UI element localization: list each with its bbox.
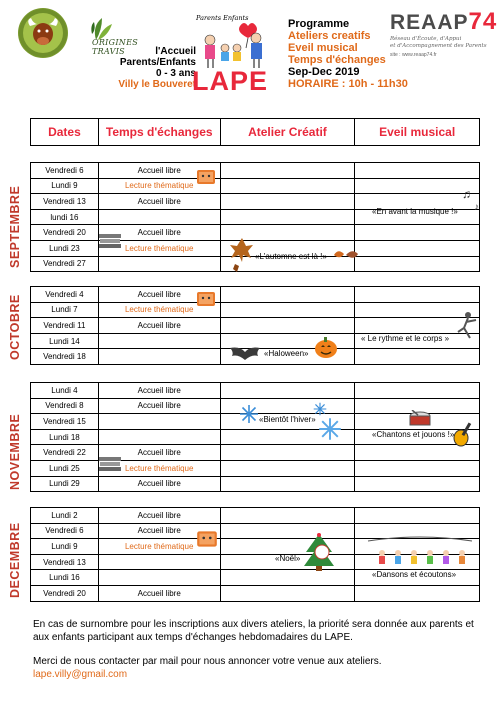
svg-text:♪: ♪ (474, 202, 479, 212)
footer-paragraph1: En cas de surnombre pour les inscriptions aux divers ateliers, la priorité sera donnée aux parents et aux enfants participant aux temps d'échanges hebdomadaires du LAPE. (33, 619, 474, 643)
temps-cell: Accueil libre (99, 399, 221, 414)
book-icon (195, 527, 219, 551)
eveil-cell (355, 508, 479, 523)
date-cell: Vendredi 22 (31, 445, 99, 460)
autumn-leaf-icon (330, 246, 360, 264)
family-heart-icon (190, 16, 280, 72)
eveil-event-septembre: «En avant la musique !» (372, 207, 458, 216)
date-cell: Vendredi 18 (31, 349, 99, 364)
temps-cell (99, 334, 221, 349)
date-cell: Lundi 29 (31, 477, 99, 492)
reaap-site: site : www.reaap74.fr (390, 52, 437, 58)
book-icon (195, 166, 217, 188)
atelier-cell (221, 163, 356, 178)
atelier-cell (221, 383, 356, 398)
eveil-cell (355, 461, 479, 476)
footer-paragraph2: Merci de nous contacter par mail pour nous annoncer votre venue aux ateliers. (33, 656, 382, 668)
date-cell: Lundi 25 (31, 461, 99, 476)
eveil-cell (355, 477, 479, 492)
programme-title: Programme (288, 18, 350, 30)
table-row (31, 303, 479, 319)
temps-cell (99, 349, 221, 364)
date-cell: Lundi 9 (31, 539, 99, 554)
date-cell: Vendredi 20 (31, 586, 99, 601)
date-cell: Lundi 4 (31, 383, 99, 398)
table-row (31, 477, 479, 493)
reaap-sub2: et d'Accompagnement des Parents (390, 43, 487, 49)
atelier-cell (221, 508, 356, 523)
temps-cell (99, 414, 221, 429)
eveil-event-novembre: «Chantons et jouons !» (372, 430, 455, 439)
column-header-temps: Temps d'échanges (99, 119, 221, 145)
temps-cell (99, 430, 221, 445)
accueil-line2: Parents/Enfants (119, 57, 196, 68)
date-cell: lundi 16 (31, 210, 99, 225)
table-row (31, 383, 479, 399)
eveil-event-decembre: «Dansons et écoutons» (372, 570, 457, 579)
month-label-decembre: DECEMBRE (8, 522, 22, 598)
date-cell: Lundi 2 (31, 508, 99, 523)
date-cell: Lundi 9 (31, 179, 99, 194)
temps-cell: Accueil libre (99, 524, 221, 539)
date-cell: Lundi 16 (31, 570, 99, 585)
temps-cell: Accueil libre (99, 287, 221, 302)
table-row (31, 508, 479, 524)
programme-item: Eveil musical (288, 42, 358, 54)
temps-cell: Accueil libre (99, 225, 221, 240)
guitar-icon (450, 418, 480, 448)
month-label-octobre: OCTOBRE (8, 294, 22, 360)
month-label-septembre: SEPTEMBRE (8, 185, 22, 268)
date-cell: Lundi 23 (31, 241, 99, 256)
atelier-event-novembre: «Bientôt l'hiver» (259, 415, 316, 424)
temps-cell: Lecture thématique (99, 303, 221, 318)
snowflake-icon (313, 402, 327, 416)
atelier-event-octobre: «Haloween» (264, 349, 309, 358)
atelier-cell (221, 461, 356, 476)
atelier-cell (221, 477, 356, 492)
date-cell: Lundi 18 (31, 430, 99, 445)
accueil-block (96, 46, 196, 90)
lape-title: LAPE (192, 66, 269, 96)
date-cell: Vendredi 4 (31, 287, 99, 302)
music-note-icon (462, 186, 488, 212)
temps-cell (99, 210, 221, 225)
temps-cell: Accueil libre (99, 194, 221, 209)
temps-cell: Lecture thématique (99, 241, 221, 256)
temps-cell: Accueil libre (99, 163, 221, 178)
bull-logo-icon (18, 8, 68, 58)
date-cell: Vendredi 13 (31, 194, 99, 209)
pumpkin-icon (313, 335, 339, 359)
accueil-line3: 0 - 3 ans (155, 68, 196, 79)
table-row (31, 287, 479, 303)
contact-email[interactable]: lape.villy@gmail.com (33, 668, 128, 680)
column-header-atelier: Atelier Créatif (221, 119, 356, 145)
atelier-event-septembre: «L'automne est là !» (255, 252, 327, 261)
date-cell: Lundi 7 (31, 303, 99, 318)
temps-cell: Accueil libre (99, 586, 221, 601)
dancer-icon (452, 310, 480, 342)
programme-item: Ateliers creatifs (288, 30, 371, 42)
temps-cell: Accueil libre (99, 477, 221, 492)
date-cell: Vendredi 6 (31, 524, 99, 539)
date-cell: Vendredi 13 (31, 555, 99, 570)
programme-horaire: HORAIRE : 10h - 11h30 (288, 78, 408, 90)
accueil-line4: Villy le Bouveret (118, 79, 196, 90)
reaap-name (390, 8, 498, 36)
date-cell: Vendredi 15 (31, 414, 99, 429)
month-label-novembre: NOVEMBRE (8, 413, 22, 490)
reaap-name-number: 74 (468, 8, 498, 35)
date-cell: Vendredi 6 (31, 163, 99, 178)
atelier-cell (221, 179, 356, 194)
book-stack-icon (98, 455, 122, 473)
reaap-name-prefix: REAAP (390, 11, 469, 34)
temps-cell: Lecture thématique (99, 461, 221, 476)
programme-period: Sep-Dec 2019 (288, 66, 360, 78)
bat-icon (228, 344, 262, 364)
eveil-cell (355, 241, 479, 256)
eveil-cell (355, 349, 479, 364)
svg-text:♫: ♫ (462, 187, 471, 201)
reaap-logo (390, 8, 498, 58)
book-stack-icon (98, 232, 122, 250)
date-cell: Vendredi 20 (31, 225, 99, 240)
children-garland-icon (364, 535, 476, 569)
atelier-cell (221, 586, 356, 601)
reaap-sub1: Réseau d'Écoute, d'Appui (390, 36, 462, 42)
temps-cell: Accueil libre (99, 508, 221, 523)
book-icon (194, 288, 218, 310)
atelier-cell (221, 287, 356, 302)
table-row (31, 318, 479, 334)
column-header-eveil: Eveil musical (379, 125, 456, 139)
temps-cell: Accueil libre (99, 383, 221, 398)
column-header-dates: Dates (31, 119, 99, 145)
accueil-line1: l'Accueil (155, 46, 196, 57)
eveil-cell (355, 383, 479, 398)
atelier-cell (221, 194, 356, 209)
temps-cell: Lecture thématique (99, 539, 221, 554)
eveil-cell (355, 257, 479, 272)
table-header (30, 118, 480, 146)
atelier-cell (221, 570, 356, 585)
eveil-cell (355, 287, 479, 302)
snowflake-icon (239, 404, 259, 424)
snowflake-icon (318, 417, 342, 441)
eveil-cell (355, 179, 479, 194)
family-caption: Parents Enfants (196, 14, 249, 22)
origines-logo-text: ORIGINES TRAVIS (92, 38, 139, 56)
temps-cell (99, 570, 221, 585)
temps-cell (99, 257, 221, 272)
atelier-cell (221, 210, 356, 225)
eveil-cell (355, 586, 479, 601)
christmas-tree-icon (302, 532, 336, 572)
atelier-cell (221, 445, 356, 460)
date-cell: Vendredi 11 (31, 318, 99, 333)
drum-icon (408, 410, 432, 430)
temps-cell: Lecture thématique (99, 179, 221, 194)
autumn-leaf-icon (229, 236, 255, 274)
temps-cell (99, 555, 221, 570)
date-cell: Lundi 14 (31, 334, 99, 349)
eveil-cell (355, 163, 479, 178)
table-row (31, 586, 479, 602)
eveil-cell (355, 225, 479, 240)
table-row (31, 163, 479, 179)
atelier-cell (221, 303, 356, 318)
programme-item: Temps d'échanges (288, 54, 386, 66)
date-cell: Vendredi 27 (31, 257, 99, 272)
date-cell: Vendredi 8 (31, 399, 99, 414)
atelier-event-decembre: «Noël» (275, 554, 301, 563)
table-row (31, 179, 479, 195)
atelier-cell (221, 318, 356, 333)
footer (33, 619, 483, 681)
eveil-event-octobre: « Le rythme et le corps » (361, 334, 450, 343)
temps-cell: Accueil libre (99, 445, 221, 460)
temps-cell: Accueil libre (99, 318, 221, 333)
